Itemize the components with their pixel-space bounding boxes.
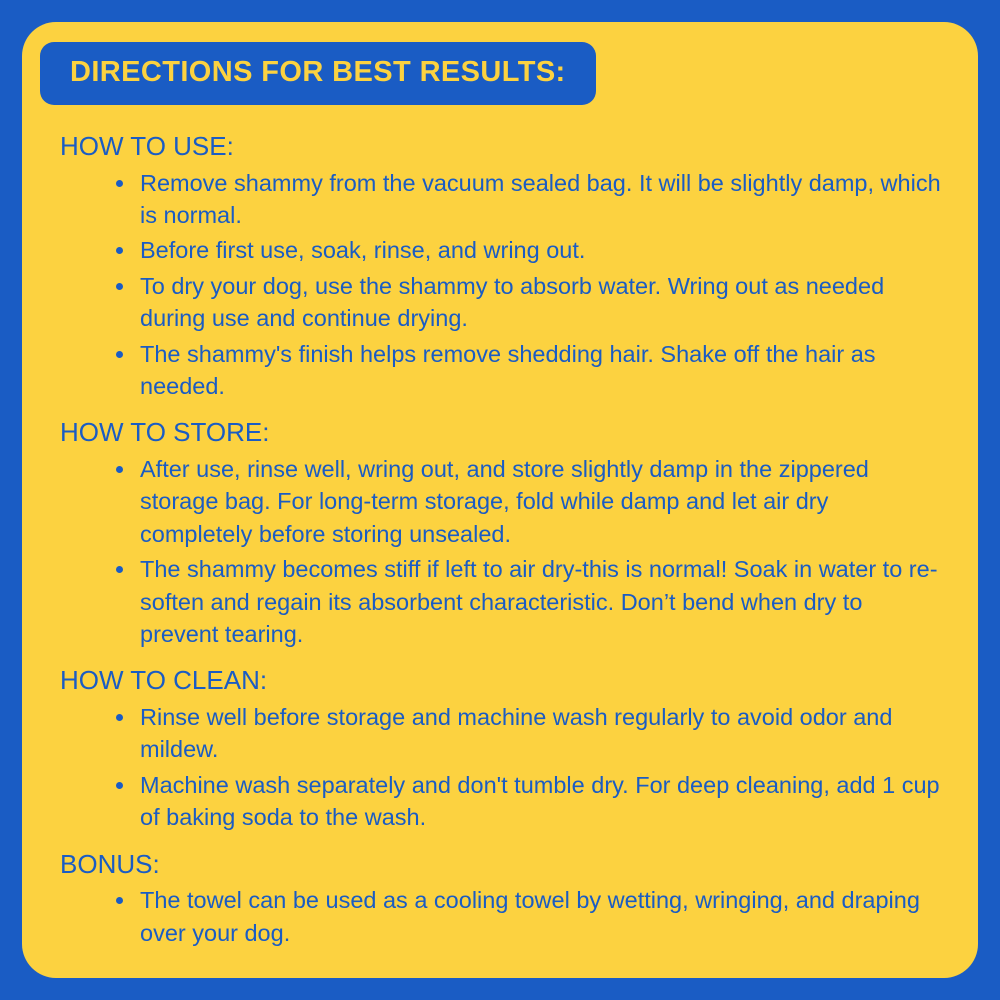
section-bonus: [40, 848, 956, 949]
page-title: DIRECTIONS FOR BEST RESULTS:: [70, 56, 566, 88]
list-item: Rinse well before storage and machine wash regularly to avoid odor and mildew.: [40, 701, 956, 766]
list-item: Remove shammy from the vacuum sealed bag. It will be slightly damp, which is normal.: [40, 167, 956, 232]
bullet-list-how-to-clean: [40, 701, 956, 834]
instructions-content: [40, 130, 956, 968]
list-item: After use, rinse well, wring out, and store slightly damp in the zippered storage bag. For long-term storage, fold while damp and let air dry completely before storing unsealed.: [40, 453, 956, 550]
section-heading-bonus: BONUS:: [60, 848, 160, 879]
list-item: The shammy becomes stiff if left to air dry-this is normal! Soak in water to re-soften and regain its absorbent characteristic. Don’t bend when dry to prevent tearing.: [40, 553, 956, 650]
list-item: To dry your dog, use the shammy to absorb water. Wring out as needed during use and continue drying.: [40, 270, 956, 335]
list-item: The shammy's finish helps remove shedding hair. Shake off the hair as needed.: [40, 338, 956, 403]
bullet-list-how-to-use: [40, 167, 956, 403]
section-heading-how-to-use: HOW TO USE:: [60, 131, 234, 161]
section-how-to-clean: [40, 664, 956, 833]
section-heading-how-to-clean: HOW TO CLEAN:: [60, 665, 268, 696]
section-how-to-store: [40, 416, 956, 650]
instructions-card: [22, 22, 978, 978]
list-item: Before first use, soak, rinse, and wring out.: [40, 234, 956, 266]
list-item: The towel can be used as a cooling towel by wetting, wringing, and draping over your dog.: [40, 884, 956, 949]
list-item: Machine wash separately and don't tumble dry. For deep cleaning, add 1 cup of baking soda to the wash.: [40, 769, 956, 834]
title-banner: [40, 42, 596, 105]
section-how-to-use: [40, 130, 956, 402]
section-heading-how-to-store: HOW TO STORE:: [60, 417, 270, 448]
bullet-list-bonus: [40, 884, 956, 949]
bullet-list-how-to-store: [40, 453, 956, 651]
